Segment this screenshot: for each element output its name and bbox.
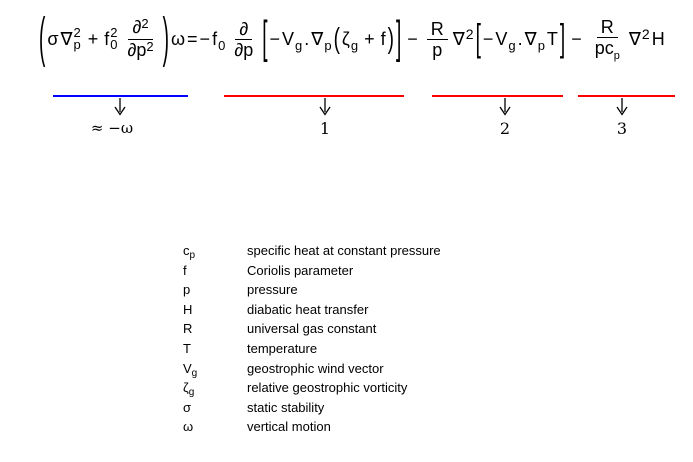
close-bracket: ] (395, 13, 402, 65)
subscript-g: g (508, 37, 516, 53)
d2-dp2-fraction (123, 17, 157, 62)
legend-symbol (183, 281, 247, 301)
superscript-2: 2 (641, 26, 650, 42)
legend-symbol (183, 399, 247, 419)
close-paren: ) (162, 8, 169, 70)
subscript-0: 0 (110, 37, 118, 52)
p-symbol: p (243, 39, 254, 60)
subscript-p: p (537, 37, 545, 53)
dot-operator: . (304, 28, 310, 49)
superscript-2: 2 (110, 25, 118, 40)
legend-symbol-char: ζ (183, 380, 189, 396)
plus-operator: + (87, 28, 99, 49)
partial-symbol: ∂ (127, 39, 137, 60)
d-dp-fraction (230, 19, 257, 60)
legend-symbol (183, 301, 247, 321)
qg-omega-equation (38, 0, 666, 78)
term-3-label: 3 (616, 119, 628, 138)
subscript-p: p (613, 50, 620, 62)
legend-description: pressure (247, 282, 298, 298)
legend-symbol-char: H (183, 301, 193, 317)
p-symbol: p (136, 39, 147, 60)
legend-description: vertical motion (247, 419, 331, 435)
minus-sign: − (482, 28, 494, 49)
underline-lhs-term (53, 95, 188, 97)
down-arrow-icon (112, 98, 128, 116)
legend-symbol (183, 242, 247, 262)
subscript-p: p (73, 37, 81, 52)
legend-symbol (183, 320, 247, 340)
f-symbol: f (380, 28, 386, 49)
legend-description: temperature (247, 340, 318, 356)
nabla-symbol: ∇ (524, 28, 537, 49)
zeta-symbol: ζ (341, 28, 350, 49)
plus-operator: + (364, 28, 375, 49)
open-bracket: [ (475, 18, 481, 60)
term-2-label: 2 (499, 119, 511, 138)
legend-symbol-char: V (183, 360, 192, 376)
legend-symbol (183, 379, 247, 399)
minus-sign: − (571, 28, 582, 49)
superscript-2: 2 (141, 15, 149, 31)
open-paren: ( (333, 23, 340, 55)
open-bracket: [ (262, 13, 268, 65)
open-paren: ( (39, 8, 46, 70)
subscript-0: 0 (218, 37, 226, 53)
subscript-g: g (295, 37, 303, 53)
legend-description: Coriolis parameter (247, 262, 354, 278)
legend-symbol-subscript: p (189, 250, 196, 261)
superscript-2: 2 (73, 25, 81, 40)
subscript-p: p (324, 37, 332, 53)
fraction-denominator (230, 40, 257, 60)
minus-sign: − (199, 28, 211, 49)
omega-symbol: ω (170, 28, 186, 49)
legend-symbol-char: R (183, 321, 193, 337)
fraction-denominator (591, 38, 624, 61)
V-symbol: V (282, 28, 295, 49)
legend-symbol-char: T (183, 340, 191, 356)
term-1-label: 1 (319, 119, 331, 138)
fraction-denominator: p (432, 39, 443, 60)
legend-symbol-char: f (183, 262, 187, 278)
legend-symbol-char: ω (183, 419, 194, 435)
underline-term-2 (432, 95, 563, 97)
down-arrow-icon (317, 98, 333, 116)
legend-symbol (183, 262, 247, 282)
f-symbol: f (104, 28, 110, 49)
fraction-numerator (128, 17, 152, 40)
legend-symbol-char: c (183, 243, 190, 258)
legend-symbol-subscript: g (188, 387, 195, 399)
underline-term-1 (224, 95, 404, 97)
R-over-p-fraction (427, 19, 448, 60)
V-symbol: V (495, 28, 508, 49)
equals-sign: = (187, 28, 198, 49)
fraction-numerator: R (597, 17, 618, 38)
legend-symbol (183, 360, 247, 380)
close-paren: ) (387, 23, 394, 55)
close-bracket: ] (559, 18, 566, 60)
lhs-approx-label: ≈ −ω (90, 119, 134, 137)
nabla-symbol: ∇ (452, 28, 465, 49)
legend-description: relative geostrophic vorticity (247, 380, 408, 396)
legend-symbol (183, 418, 247, 438)
f-symbol: f (212, 28, 218, 49)
nabla-sup2-sub-p (73, 27, 80, 51)
legend-description: diabatic heat transfer (247, 301, 369, 317)
symbol-legend (183, 242, 441, 438)
legend-description: universal gas constant (247, 321, 377, 337)
superscript-2: 2 (465, 26, 474, 42)
down-arrow-icon (614, 98, 630, 116)
sigma-symbol: σ (47, 28, 59, 49)
legend-description: static stability (247, 399, 325, 415)
dot-operator: . (517, 28, 523, 49)
underline-term-3 (578, 95, 675, 97)
c-symbol: c (604, 38, 614, 58)
legend-symbol-char: σ (183, 399, 192, 415)
f-sup2-sub-0 (110, 27, 117, 51)
legend-symbol-char: p (183, 282, 191, 298)
fraction-numerator: R (427, 19, 448, 40)
fraction-denominator (123, 40, 157, 62)
nabla-symbol: ∇ (628, 28, 641, 49)
partial-symbol: ∂ (132, 16, 142, 37)
superscript-2: 2 (146, 38, 154, 54)
partial-symbol: ∂ (234, 39, 244, 60)
nabla-symbol: ∇ (60, 28, 73, 49)
minus-sign: − (407, 28, 418, 49)
down-arrow-icon (497, 98, 513, 116)
T-symbol: T (546, 28, 558, 49)
H-symbol: H (651, 28, 665, 49)
subscript-g: g (350, 37, 359, 53)
fraction-numerator: ∂ (235, 19, 252, 40)
legend-symbol (183, 340, 247, 360)
legend-description: specific heat at constant pressure (247, 243, 441, 258)
R-over-pcp-fraction (591, 17, 624, 61)
legend-description: geostrophic wind vector (247, 360, 384, 376)
legend-symbol-subscript: g (191, 367, 198, 379)
minus-sign: − (269, 28, 281, 49)
nabla-symbol: ∇ (311, 28, 324, 49)
p-symbol: p (594, 38, 605, 58)
